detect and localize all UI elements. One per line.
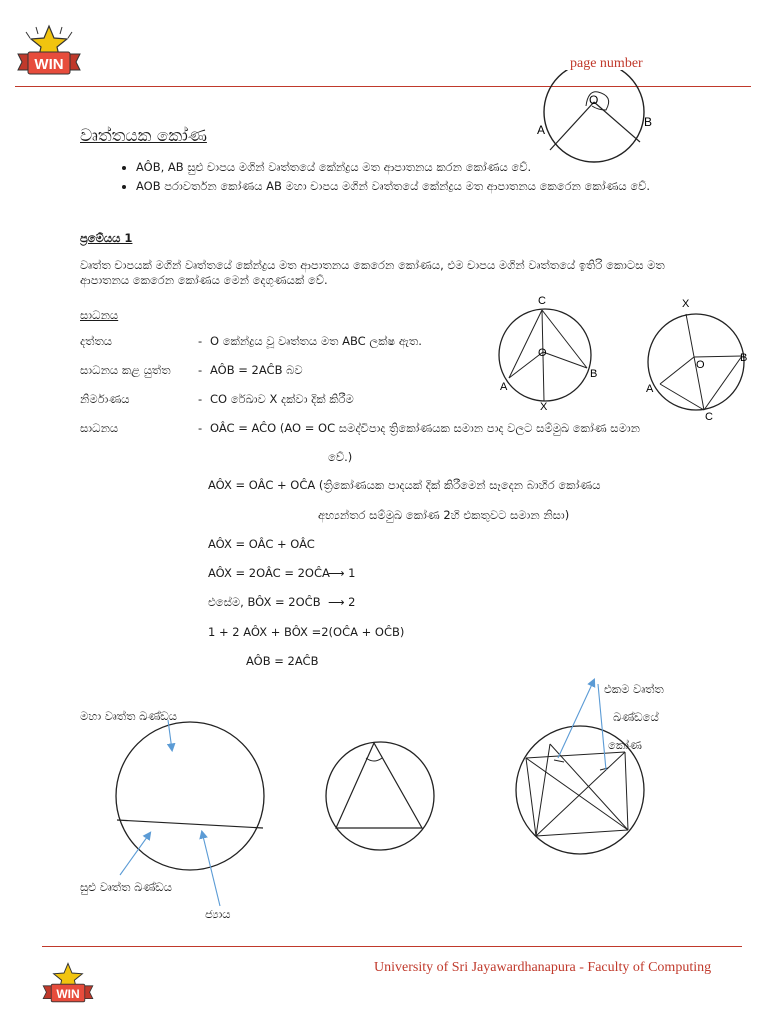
row-toprove-text: AÔB = 2AĈB බව	[210, 363, 303, 377]
row-proof-text: OÂC = AĈO (AO = OC සමද්විපාද ත්‍රිකෝණයක සමාන පාද වලට සම්මුඛ කෝණ සමාන	[210, 421, 640, 435]
row-given-label: දත්තය	[80, 334, 113, 348]
step-5: එසේම, BÔX = 2OĈB	[208, 595, 321, 609]
footer-text: University of Sri Jayawardhanapura - Faculty of Computing	[374, 960, 712, 975]
proof-heading: සාධනය	[80, 308, 119, 322]
footer-rule	[42, 946, 742, 947]
ref-arrow-2: ⟶ 2	[328, 595, 356, 609]
fig2-a: A	[646, 383, 654, 395]
page-title: වෘත්තයක කෝණ	[80, 126, 207, 146]
ref-arrow-1: ⟶ 1	[328, 566, 356, 580]
step-7: AÔB = 2AĈB	[246, 654, 319, 668]
row-proof-dash: -	[198, 421, 203, 435]
step-0: වේ.)	[328, 450, 353, 464]
ref-1: 1	[348, 566, 356, 580]
footer-logo-text: WIN	[56, 986, 80, 1001]
minor-segment-label: සුළු වෘත්ත ඛණ්ඩය	[80, 880, 173, 894]
header-logo	[14, 24, 84, 82]
step-2: අභ්‍යන්තර සම්මුඛ කෝණ 2හි එකතුවට සමාන නිසා)	[318, 508, 570, 522]
row-toprove-label: සාධනය කළ යුත්ත	[80, 363, 171, 377]
theorem-statement: වෘත්ත චාපයක් මගින් වෘත්තයේ කේන්ද්‍රය මත ආපාතනය කෙරෙන කෝණය, එම චාපය මගින් වෘත්තයේ ඉතිරි කොටස මත ආපාතනය කෙරෙන කෝණය මෙන් දෙගුණයක් වේ.	[80, 258, 665, 287]
fig1-c: C	[538, 295, 546, 307]
row-construction-dash: -	[198, 392, 203, 406]
row-given-text: O කේන්ද්‍රය වූ වෘත්තය මත ABC ලක්ෂ ඇත.	[210, 334, 422, 348]
logo-text: WIN	[34, 56, 64, 73]
step-3: AÔX = OÂC + OÂC	[208, 537, 315, 551]
row-given-dash: -	[198, 334, 203, 348]
row-construction-text: CO රේඛාව X දක්වා දික් කිරීම	[210, 392, 354, 406]
row-construction-label: නිර්මාණය	[80, 392, 130, 406]
step-4: AÔX = 2OÂC = 2OĈA	[208, 566, 330, 580]
top-circle-a: A	[537, 123, 546, 137]
proof-figure-2	[640, 292, 760, 422]
ref-2: 2	[348, 595, 356, 609]
proof-figure-1	[495, 290, 615, 415]
segments-figure	[80, 670, 680, 910]
fig2-x: X	[682, 298, 690, 310]
fig1-a: A	[500, 381, 508, 393]
row-toprove-dash: -	[198, 363, 203, 377]
top-circle-o: O	[589, 93, 599, 107]
top-circle-figure	[528, 70, 668, 170]
chord-label: ජ්‍යාය	[205, 907, 231, 921]
step-1: AÔX = OÂC + OĈA (ත්‍රිකෝණයක පාදයක් දික් කිරීමෙන් සෑදෙන බාහිර කෝණය	[208, 478, 601, 492]
bullet-minor-arc: • AÔB, AB සුළු චාපය මගින් වෘත්තයේ කේන්ද්‍රය මත ආපාතනය කරන කෝණය වේ.	[136, 160, 678, 175]
fig1-x: X	[540, 401, 548, 413]
step-6: 1 + 2 AÔX + BÔX =2(OĈA + OĈB)	[208, 625, 405, 639]
top-circle-b: B	[644, 115, 653, 129]
same-segment-label-2: ඛණ්ඩයේ	[613, 710, 659, 724]
page-number: page number	[570, 56, 643, 71]
fig2-o: O	[696, 359, 705, 371]
fig2-c: C	[705, 411, 713, 422]
major-segment-label: මහා වෘත්ත ඛණ්ඩය	[80, 709, 178, 723]
same-segment-label-1: එකම වෘත්ත	[604, 682, 664, 696]
fig2-b: B	[740, 352, 748, 364]
fig1-b: B	[590, 368, 598, 380]
fig1-o: O	[538, 347, 547, 359]
footer-logo	[40, 960, 96, 1010]
theorem-heading: ප්‍රමේයය 1	[80, 231, 133, 245]
row-proof-label: සාධනය	[80, 421, 119, 435]
definition-list	[118, 160, 678, 198]
same-segment-label-3: කෝණ	[608, 738, 642, 752]
bullet-reflex-angle: • AOB පරාවර්තන කෝණය AB මහා චාපය මගින් වෘත්තයේ කේන්ද්‍රය මත ආපාතනය කෙරෙන කෝණය වේ.	[136, 179, 678, 194]
